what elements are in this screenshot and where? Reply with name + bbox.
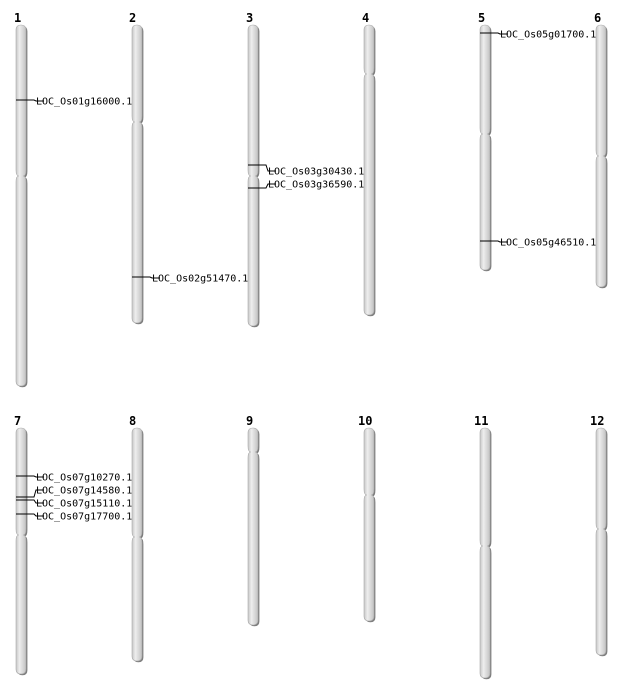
gene-marker	[16, 486, 132, 498]
chromosome-number: 4	[362, 11, 370, 25]
chromosome-9	[246, 414, 259, 626]
chromosome-body	[480, 25, 490, 270]
chromosome-1	[14, 11, 132, 387]
gene-marker	[248, 180, 364, 191]
chromosome-body	[16, 25, 26, 386]
chromosome-6	[594, 11, 607, 288]
gene-marker	[248, 165, 364, 178]
chromosome-3	[246, 11, 364, 327]
chromosome-number: 2	[129, 11, 137, 25]
gene-marker	[16, 473, 132, 484]
chromosome-11	[474, 414, 491, 679]
chromosome-body	[132, 25, 142, 323]
chromosome-number: 10	[358, 414, 373, 428]
chromosome-body	[132, 428, 142, 661]
chromosome-number: 12	[590, 414, 605, 428]
chromosome-body	[480, 428, 490, 678]
gene-label: LOC_Os02g51470.1	[152, 273, 249, 285]
gene-marker	[480, 30, 596, 41]
gene-marker	[16, 499, 132, 510]
gene-marker	[16, 512, 132, 523]
chromosome-body	[364, 428, 374, 621]
gene-label: LOC_Os05g01700.1	[500, 29, 597, 41]
gene-label: LOC_Os07g17700.1	[36, 511, 133, 523]
gene-marker	[16, 97, 132, 108]
chromosome-body	[248, 25, 258, 326]
chromosome-number: 5	[478, 11, 486, 25]
chromosome-number: 9	[246, 414, 254, 428]
chromosome-number: 3	[246, 11, 254, 25]
chromosome-body	[16, 428, 26, 674]
chromosome-number: 1	[14, 11, 22, 25]
chromosome-number: 11	[474, 414, 489, 428]
gene-label: LOC_Os03g36590.1	[268, 179, 365, 191]
chromosome-number: 7	[14, 414, 22, 428]
gene-marker	[480, 238, 596, 249]
chromosome-12	[590, 414, 607, 656]
gene-label: LOC_Os07g10270.1	[36, 472, 133, 484]
chromosome-4	[362, 11, 375, 316]
chromosome-5	[478, 11, 596, 271]
chromosome-body	[248, 428, 258, 625]
chromosome-8	[129, 414, 143, 662]
gene-label: LOC_Os07g14580.1	[36, 485, 133, 497]
chromosome-number: 8	[129, 414, 137, 428]
gene-label: LOC_Os03g30430.1	[268, 166, 365, 178]
gene-label: LOC_Os01g16000.1	[36, 96, 133, 108]
gene-label: LOC_Os07g15110.1	[36, 498, 133, 510]
chromosome-body	[364, 25, 374, 315]
gene-marker	[132, 274, 248, 285]
chromosome-2	[129, 11, 248, 324]
chromosome-7	[14, 414, 132, 675]
chromosome-body	[596, 428, 606, 655]
gene-label: LOC_Os05g46510.1	[500, 237, 597, 249]
chromosome-10	[358, 414, 375, 622]
chromosome-number: 6	[594, 11, 602, 25]
